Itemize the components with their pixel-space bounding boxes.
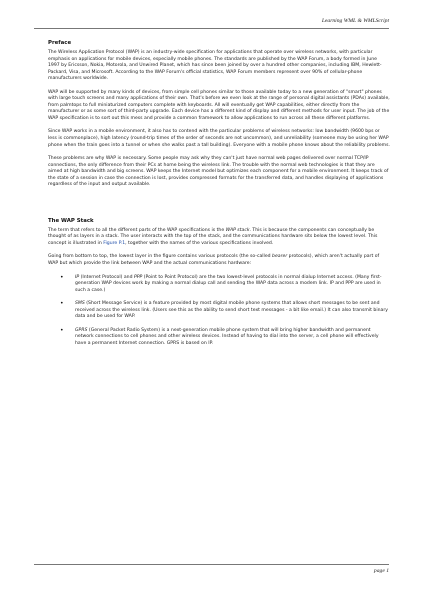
page-content [48,40,390,355]
page-number: page 1 [373,568,389,574]
preface-paragraph-1: The Wireless Application Protocol (WAP) is an industry-wide specification for applications that operate over wireless networks, with particular emphasis on applications for mobile devices, especially mobile phones. The standards are published by the WAP Forum, a body formed in June 1997 by Ericsson, Nokia, Motorola, and Unwired Planet, which has since been joined by over a hundred other companies, including IBM, Hewlett-Packard, Visa, and Microsoft. According to the WAP Forum's official statistics, WAP Forum members represent over 90% of cellular-phone manufacturers worldwide. [48,50,382,82]
preface-paragraph-2: WAP will be supported by many kinds of devices, from simple cell phones similar to those available today to a new generation of "smart" phones with large touch screens and many applications of their own. That's before we even look at the range of personal digital assistants (PDAs) available, from palmtops to full miniaturized computers complete with keyboards. All will eventually get WAP capabilities, either directly from the manufacturer or as some sort of third-party upgrade. Each device has a different kind of display and different methods for user input. The job of the WAP specification is to sort out this mess and provide a common framework to allow applications to run across all these different platforms. [48,89,390,121]
bearer-protocol-list [48,275,390,348]
preface-paragraph-3: Since WAP works in a mobile environment, it also has to contend with the particular problems of wireless networks: low bandwidth (9600 bps or less is commonplace), high latency (round-trip times of the order of seconds are not uncommon), and unreliability (someone may be using her WAP phone when the train goes into a tunnel or when she walks past a tall building). Everyone with a mobile phone knows about the reliability problems. [48,129,390,148]
wap-stack-heading: The WAP Stack [48,217,94,224]
header-divider [34,28,389,29]
figure-link[interactable]: Figure P.1 [103,240,126,246]
preface-heading: Preface [48,40,72,46]
list-item-sms: • SMS (Short Message Service) is a feature provided by most digital mobile phone systems that allows short messages to be sent and received across the wireless link. (Users see this as the ability to send short text messages - a bit like email.) It can also transmit binary data and be used for WAP. [48,301,390,321]
footer-divider [34,564,389,565]
preface-paragraph-4: These problems are why WAP is necessary. Some people may ask why they can't just have normal web pages delivered over normal TCP/IP connections, the only difference from their PCs at home being the wireless link. The trouble with the normal web technologies is that they are aimed at high bandwidth and big screens. WAP keeps the Internet model but optimizes each component for a mobile environment. It keeps track of the state of a session in case the connection is lost, provides compressed formats for the transferred data, and handles displaying of applications regardless of the input and output available. [48,156,389,188]
wap-stack-term: WAP stack [225,227,250,233]
section-gap [48,196,390,218]
bearer-term: bearer [272,254,288,260]
wap-stack-intro: The term that refers to all the different parts of the WAP specifications is the WAP stack. This is because the components can conceptually be thought of as layers in a stack. The user interacts with the top of the stack, and the communications hardware sits below the lowest level. This concept is illustrated in Figure P.1, together with the names of the various specifications involved. [48,227,378,246]
wap-stack-paragraph-2: Going from bottom to top, the lowest layer in the figure contains various protocols (the so-called bearer protocols), which aren't actually part of WAP but which provide the link between WAP and the actual communications hardware: [48,254,380,267]
list-item-ip-ppp: • IP (Internet Protocol) and PPP (Point to Point Protocol) are the two lowest-level protocols in normal dialup Internet access. (Many first-generation WAP devices work by making a normal dialup call and sending the WAP data across a modem link. IP and PPP are used in such a case.) [48,275,390,295]
running-header: Learning WML & WMLScript [321,18,389,24]
list-item-gprs: • GPRS (General Packet Radio System) is a next-generation mobile phone system that will bring higher bandwidth and permanent network connections to cell phones and other wireless devices. Instead of having to dial into the server, a cell phone will effectively have a permanent Internet connection. GPRS is based on IP. [48,328,390,348]
